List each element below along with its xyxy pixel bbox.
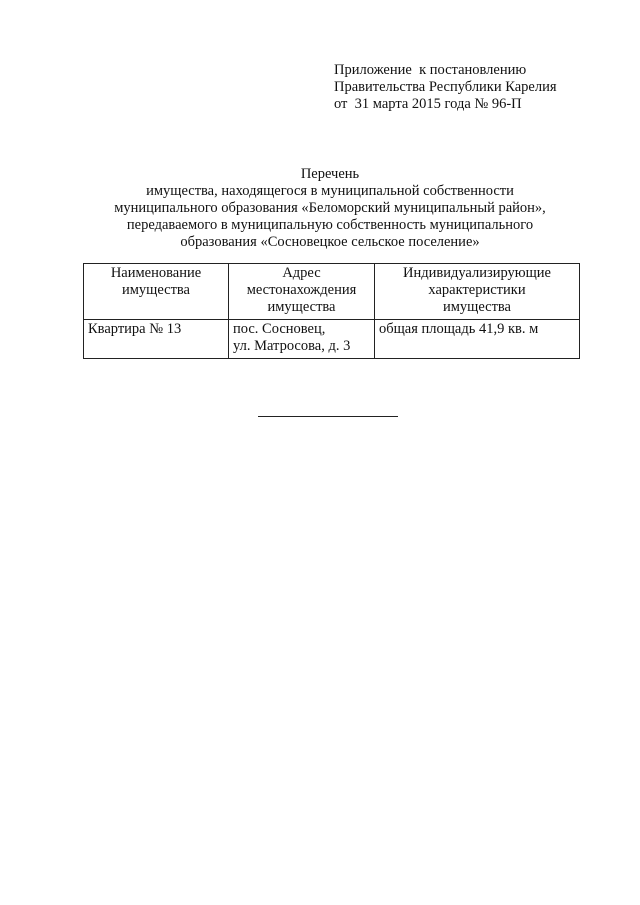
header-text: имущества [267, 299, 336, 315]
cell-property-characteristics [375, 320, 580, 359]
appendix-line: от 31 марта 2015 года № 96-П [334, 96, 522, 112]
header-text: имущества [442, 299, 511, 315]
title-line: Перечень [300, 166, 360, 182]
appendix-header [334, 62, 614, 113]
title-line: имущества, находящегося в муниципальной собственности [146, 183, 514, 199]
closing-separator-line [258, 416, 398, 417]
header-text: Адрес [282, 265, 321, 281]
title-line: муниципального образования «Беломорский муниципальный район», [114, 200, 546, 216]
cell-text: ул. Матросова, д. 3 [233, 338, 351, 354]
document-title [60, 166, 600, 251]
header-cell-characteristics [375, 264, 580, 320]
table-header-row [84, 264, 580, 320]
property-table [83, 263, 580, 359]
table-row [84, 320, 580, 359]
header-cell-address [229, 264, 375, 320]
cell-text: пос. Сосновец, [233, 321, 326, 337]
cell-text: общая площадь 41,9 кв. м [379, 321, 539, 337]
header-text: имущества [121, 282, 190, 298]
cell-property-address [229, 320, 375, 359]
header-text: Индивидуализирующие [403, 265, 551, 281]
header-cell-name [84, 264, 229, 320]
title-line: передаваемого в муниципальную собственность муниципального [126, 217, 534, 233]
header-text: Наименование [110, 265, 202, 281]
header-text: местонахождения [246, 282, 357, 298]
appendix-line: Приложение к постановлению [334, 62, 527, 78]
title-line: образования «Сосновецкое сельское поселение» [180, 234, 480, 250]
cell-text: Квартира № 13 [88, 321, 182, 337]
appendix-line: Правительства Республики Карелия [334, 79, 557, 95]
header-text: характеристики [428, 282, 526, 298]
cell-property-name [84, 320, 229, 359]
